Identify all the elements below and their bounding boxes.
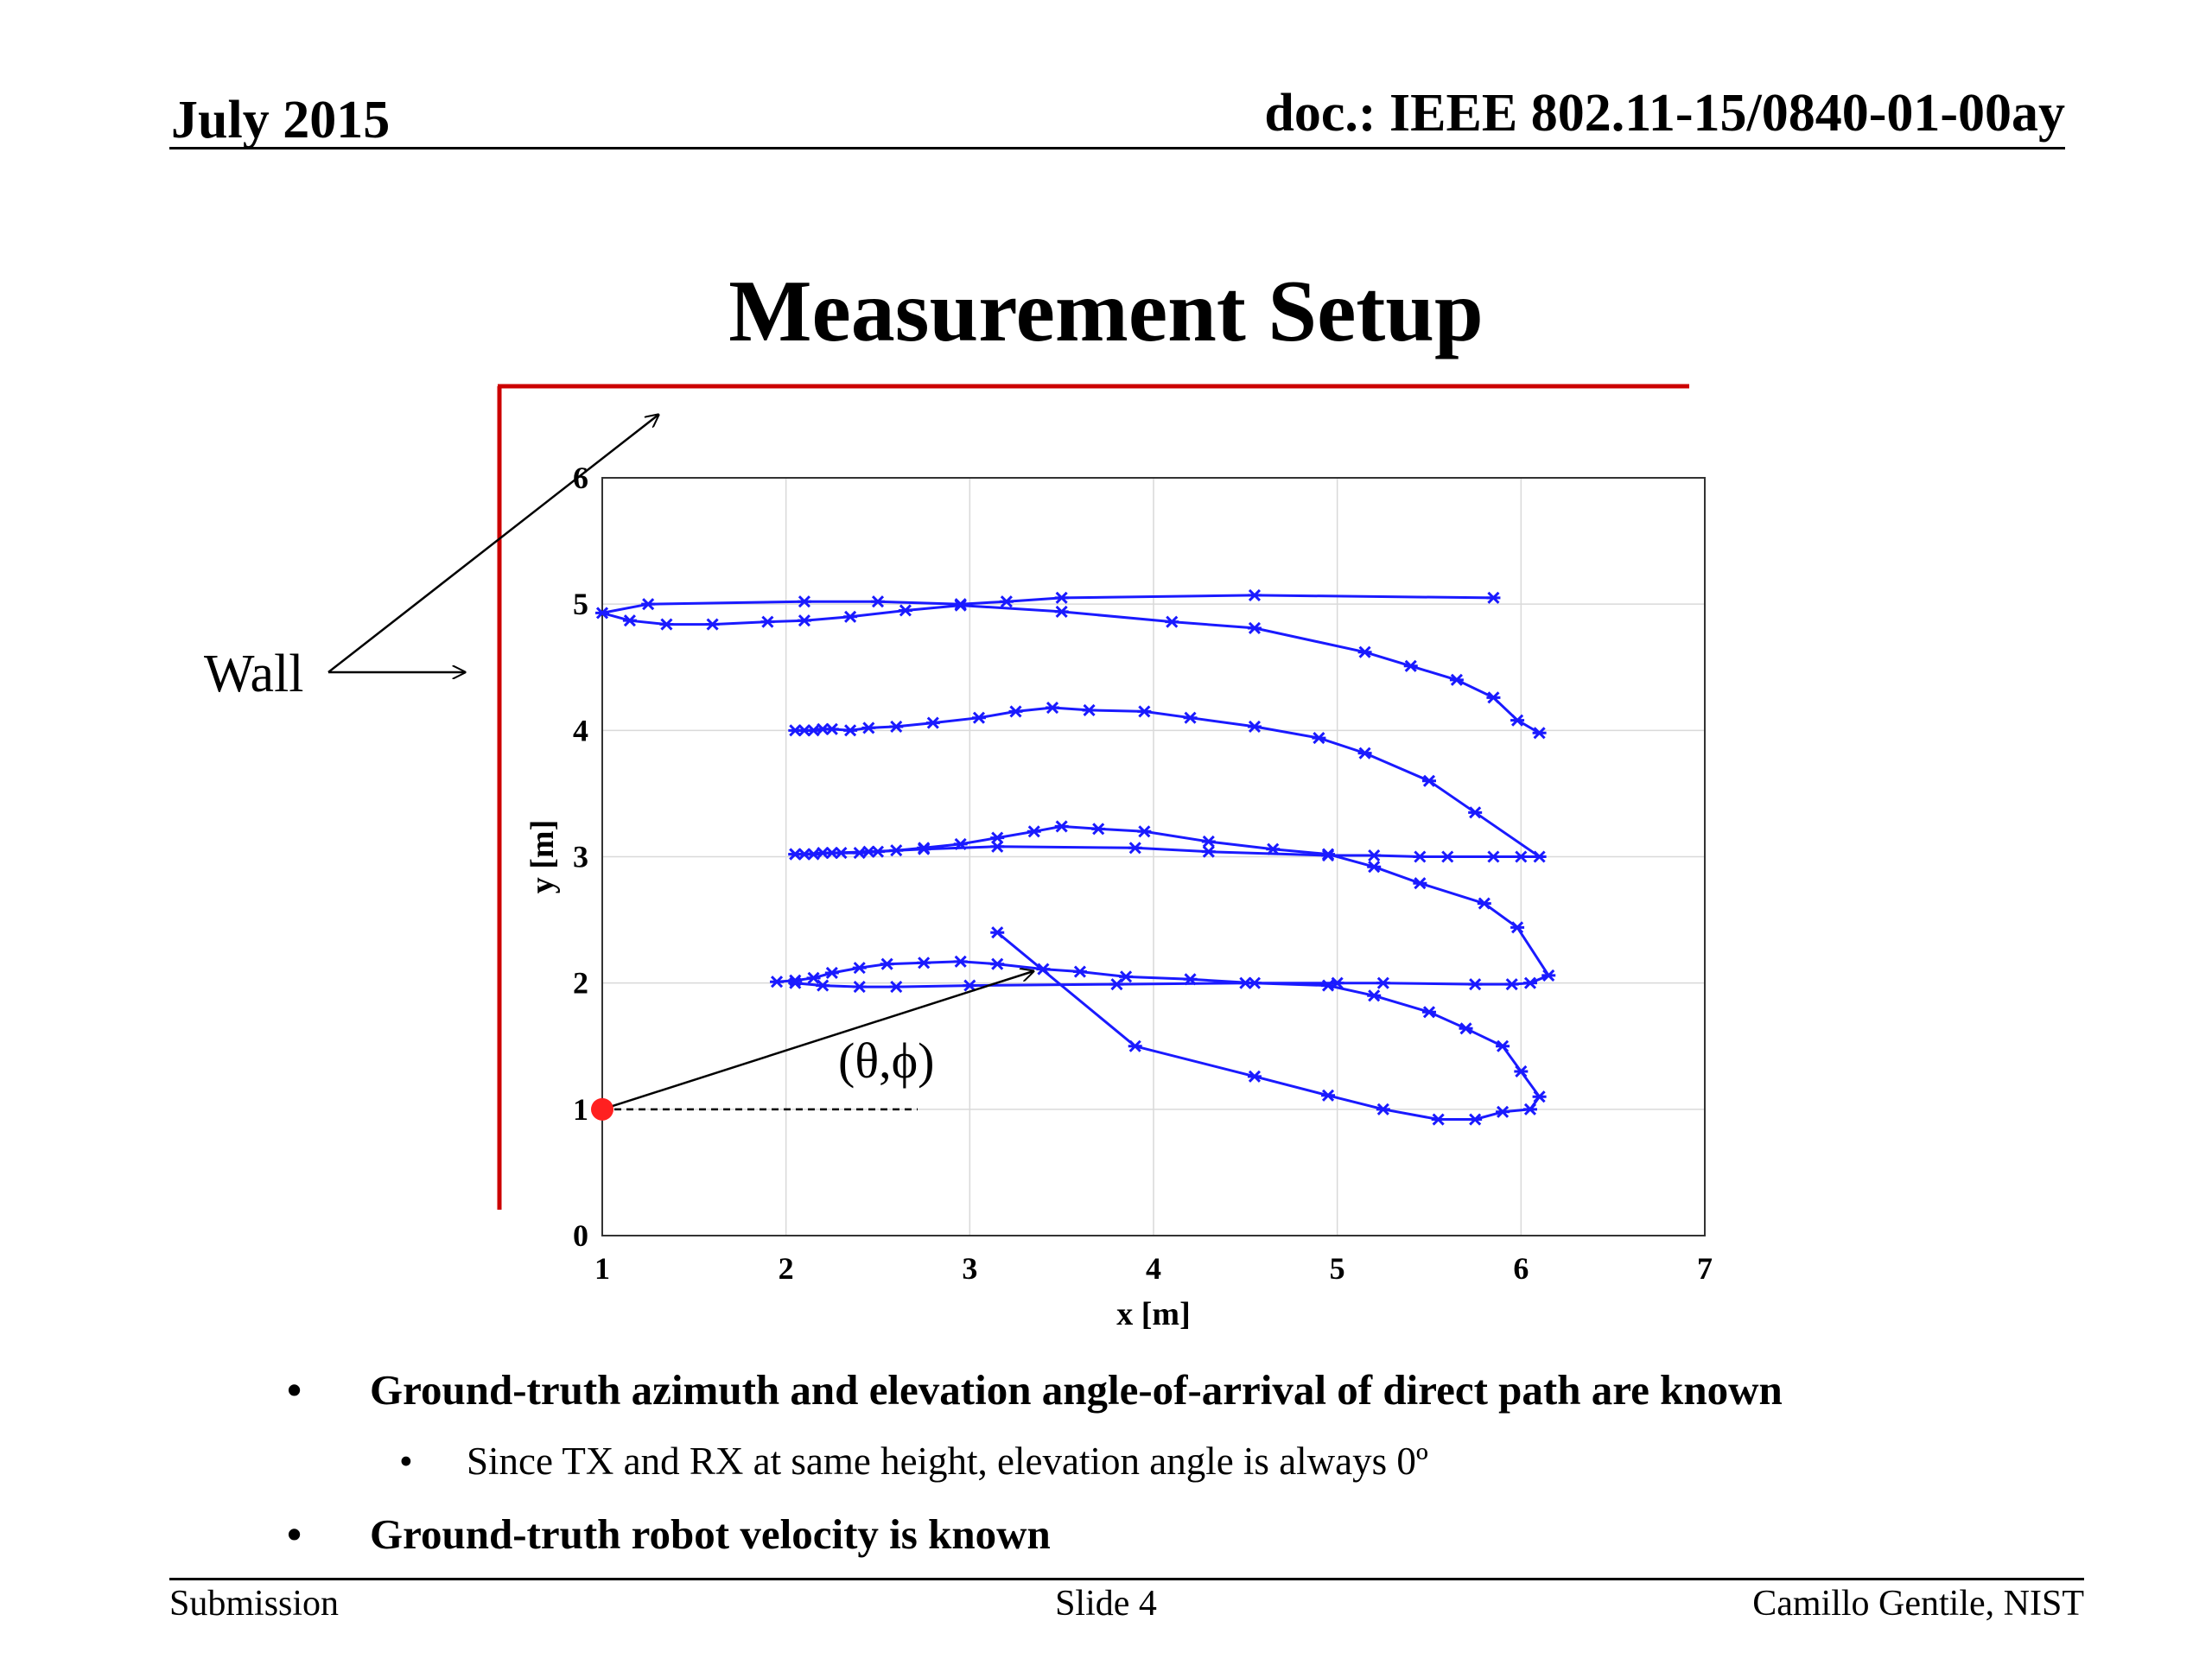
sample-point (1496, 1107, 1510, 1117)
sample-point (1248, 623, 1262, 633)
sample-point (623, 615, 637, 626)
wall-label: Wall (204, 645, 304, 703)
sample-point (843, 612, 857, 622)
sample-point (1541, 970, 1555, 981)
sample-point (861, 722, 875, 733)
trajectory-4 (770, 927, 1547, 1124)
trajectory-line (602, 595, 1540, 733)
footer-left: Submission (169, 1584, 340, 1624)
sample-point (880, 959, 894, 969)
header-date: July 2015 (171, 91, 391, 149)
sample-point (1486, 852, 1500, 862)
sample-point (807, 973, 821, 983)
bullet-dot: • (399, 1440, 413, 1483)
sample-point (1468, 979, 1482, 989)
sample-point (1312, 733, 1325, 743)
sample-point (1358, 748, 1372, 759)
sample-point (1533, 728, 1547, 738)
sample-point (798, 596, 811, 607)
x-tick-label: 6 (1513, 1251, 1529, 1286)
wall-arrow-up (328, 415, 658, 672)
sample-point (1321, 849, 1335, 860)
header-doc-number: doc.: IEEE 802.11-15/0840-01-00ay (1264, 84, 2065, 143)
sample-point (954, 957, 968, 967)
sample-point (1248, 1071, 1262, 1082)
sample-point (1367, 861, 1381, 872)
bullet-dot: • (287, 1366, 302, 1414)
slide-title: Measurement Setup (728, 263, 1484, 360)
sample-point (899, 605, 912, 615)
footer-author: Camillo Gentile, NIST (1752, 1584, 2084, 1624)
sample-point (990, 959, 1004, 969)
y-tick-label: 4 (573, 713, 588, 748)
sample-point (1413, 878, 1427, 888)
sample-point (1440, 852, 1454, 862)
trajectory-1 (595, 590, 1547, 738)
sample-point (1248, 978, 1262, 988)
sample-point (1073, 967, 1087, 977)
bullet-1-sub-1-text: Since TX and RX at same height, elevation angle is always 0º (467, 1440, 1428, 1483)
trajectory-3 (788, 821, 1555, 992)
sample-point (1055, 593, 1069, 603)
x-tick-label: 5 (1329, 1251, 1345, 1286)
sample-point (1367, 850, 1381, 861)
sample-point (770, 976, 784, 987)
sample-point (990, 927, 1004, 938)
sample-point (1468, 1115, 1482, 1125)
y-axis-label: y [m] (524, 819, 561, 894)
x-tick-label: 4 (1146, 1251, 1161, 1286)
transmitter-point (591, 1098, 613, 1121)
sample-point (1367, 990, 1381, 1001)
sample-point (1128, 842, 1142, 853)
sample-point (1248, 590, 1262, 601)
y-tick-label: 1 (573, 1091, 588, 1127)
sample-point (1009, 706, 1023, 716)
sample-point (843, 725, 857, 735)
sample-point (1505, 979, 1519, 989)
sample-point (1413, 852, 1427, 862)
sample-point (1165, 617, 1179, 627)
sample-point (917, 957, 931, 968)
sample-point (1027, 826, 1041, 836)
bullet-2-text: Ground-truth robot velocity is known (370, 1510, 1051, 1558)
sample-point (1137, 826, 1151, 836)
sample-point (1128, 1041, 1142, 1052)
sample-point (825, 968, 839, 978)
sample-point (871, 596, 885, 607)
sample-point (1523, 978, 1537, 988)
sample-point (1523, 1104, 1537, 1115)
sample-point (1376, 1104, 1390, 1115)
sample-point (1533, 1091, 1547, 1102)
sample-point (1432, 1115, 1446, 1125)
trajectory-2 (788, 702, 1546, 861)
angle-of-arrival-arrow (602, 971, 1033, 1109)
bullet-2 (276, 1510, 2005, 1559)
sample-point (1510, 715, 1524, 726)
bullet-1-text: Ground-truth azimuth and elevation angle-of-arrival of direct path are known (370, 1366, 1783, 1414)
sample-point (1376, 978, 1390, 988)
sample-point (917, 842, 931, 853)
x-axis-label: x [m] (1116, 1296, 1191, 1332)
y-tick-label: 5 (573, 587, 588, 622)
x-tick-label: 1 (594, 1251, 610, 1286)
sample-point (1184, 713, 1198, 723)
sample-point (1202, 847, 1216, 857)
footer-slide-number: Slide 4 (1055, 1584, 1157, 1624)
sample-point (1036, 964, 1050, 975)
y-tick-label: 3 (573, 839, 588, 874)
sample-point (926, 718, 940, 728)
y-tick-label: 0 (573, 1218, 588, 1253)
sample-point (1486, 593, 1500, 603)
sample-point (641, 599, 655, 609)
sample-point (798, 615, 811, 626)
sample-point (1468, 807, 1482, 817)
sample-point (853, 963, 867, 973)
y-tick-label: 6 (573, 461, 588, 495)
sample-point (1202, 836, 1216, 847)
sample-point (1119, 971, 1133, 982)
sample-point (1321, 1090, 1335, 1101)
y-tick-label: 2 (573, 965, 588, 1001)
sample-point (1422, 776, 1436, 786)
bullet-1-sub-1 (276, 1439, 2005, 1484)
sample-point (1459, 1023, 1473, 1033)
bullet-1 (276, 1365, 2005, 1414)
sample-point (871, 847, 885, 857)
sample-point (1137, 706, 1151, 716)
bullet-list (276, 1365, 2005, 1583)
sample-point (1422, 1007, 1436, 1017)
sample-point (954, 601, 968, 611)
sample-point (1450, 675, 1464, 685)
angle-label: (θ,ϕ) (838, 1033, 935, 1089)
sample-point (1478, 899, 1491, 909)
sample-point (889, 845, 903, 855)
sample-point (825, 724, 839, 734)
sample-point (1404, 661, 1418, 671)
sample-point (1533, 852, 1547, 862)
sample-point (972, 713, 986, 723)
axis-ticks (573, 461, 1713, 1286)
bullet-dot: • (287, 1510, 302, 1558)
sample-point (1046, 702, 1059, 713)
x-tick-label: 3 (962, 1251, 978, 1286)
sample-point (706, 620, 720, 630)
sample-point (1496, 1041, 1510, 1052)
sample-point (1083, 705, 1096, 715)
sample-point (1000, 596, 1014, 607)
footer-rule (169, 1578, 2084, 1580)
x-tick-label: 2 (778, 1251, 794, 1286)
sample-point (1486, 692, 1500, 702)
sample-point (1091, 823, 1105, 834)
sample-point (1510, 922, 1524, 932)
x-tick-label: 7 (1697, 1251, 1713, 1286)
sample-point (1055, 607, 1069, 617)
sample-point (760, 617, 774, 627)
sample-point (990, 833, 1004, 843)
sample-point (1055, 821, 1069, 831)
sample-point (1358, 647, 1372, 658)
sample-point (659, 620, 673, 630)
